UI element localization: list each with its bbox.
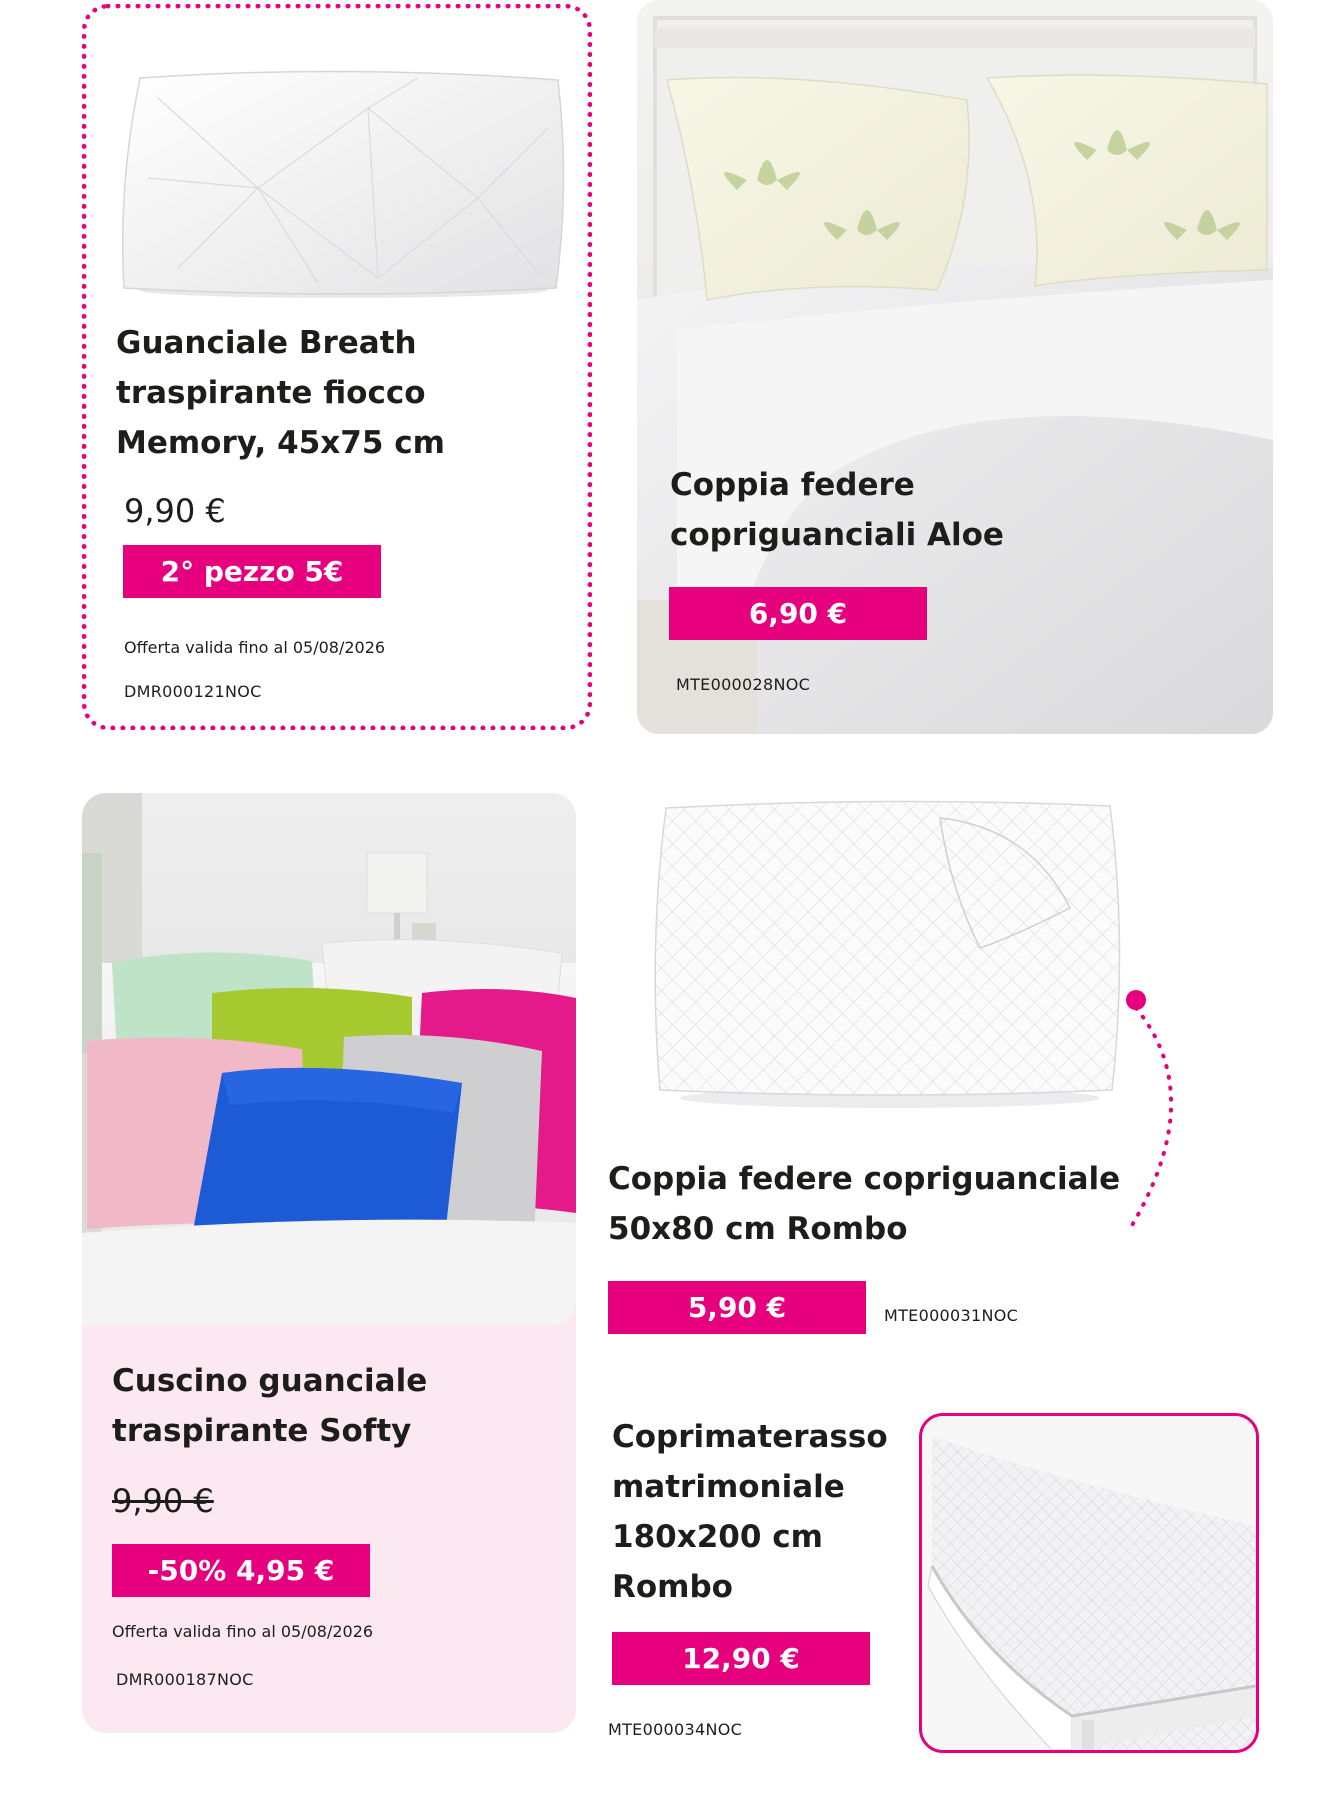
product-code: DMR000187NOC xyxy=(116,1670,254,1689)
product-title-line: copriguanciali Aloe xyxy=(670,517,1004,553)
product-title-line: traspirante fiocco xyxy=(116,375,426,411)
product-title-line: Coppia federe copriguanciale xyxy=(608,1161,1121,1197)
product-code: MTE000028NOC xyxy=(676,675,811,694)
product-title-line: Coppia federe xyxy=(670,467,915,503)
product-title-line: Guanciale Breath xyxy=(116,325,417,361)
mattress-cover-frame[interactable] xyxy=(919,1413,1259,1753)
product-code: MTE000034NOC xyxy=(608,1720,743,1739)
product-title-line: matrimoniale xyxy=(612,1469,845,1505)
product-title-line: Coprimaterasso xyxy=(612,1419,888,1455)
price-tag: 12,90 € xyxy=(612,1632,870,1685)
product-code: DMR000121NOC xyxy=(124,682,262,701)
product-title-line: Rombo xyxy=(612,1569,733,1605)
product-title-line: Cuscino guanciale xyxy=(112,1363,428,1399)
dotted-arc-decoration xyxy=(1120,988,1200,1238)
quilted-pillow-image xyxy=(118,68,568,300)
product-title-line: Memory, 45x75 cm xyxy=(116,425,445,461)
promo-tag: 2° pezzo 5€ xyxy=(123,545,381,598)
offer-validity: Offerta valida fino al 05/08/2026 xyxy=(124,638,386,657)
old-price: 9,90 € xyxy=(112,1482,214,1520)
price-tag: 5,90 € xyxy=(608,1281,866,1334)
product-code: MTE000031NOC xyxy=(884,1306,1019,1325)
price-tag: 6,90 € xyxy=(669,587,927,640)
colorful-pillows-bed-image xyxy=(82,793,576,1325)
offer-validity: Offerta valida fino al 05/08/2026 xyxy=(112,1622,374,1641)
product-title-line: traspirante Softy xyxy=(112,1413,412,1449)
product-price: 9,90 € xyxy=(124,492,226,530)
discount-tag: -50% 4,95 € xyxy=(112,1544,370,1597)
product-title-line: 50x80 cm Rombo xyxy=(608,1211,908,1247)
product-title-line: 180x200 cm xyxy=(612,1519,823,1555)
mattress-cover-image xyxy=(922,1416,1256,1750)
rhombus-pillowcase-image xyxy=(650,798,1130,1116)
